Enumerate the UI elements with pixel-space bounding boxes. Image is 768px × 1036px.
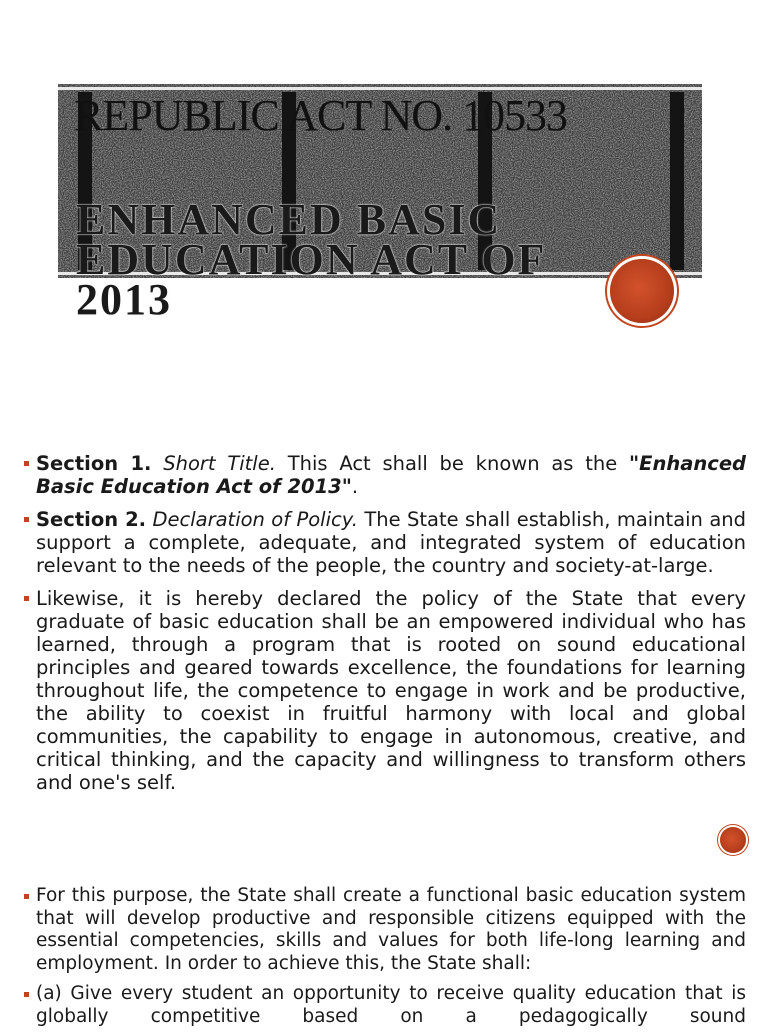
act-number-heading: REPUBLIC ACT NO. 10533 [74, 91, 568, 140]
list-item [24, 452, 746, 498]
section-label: Section 1. [36, 452, 152, 475]
policy-text: Likewise, it is hereby declared the policy of the State that every graduate of basic education shall be an empowered individual who has learned, through a program that is rooted on sound educational principles and geared towards excellence, the foundations for learning throughout life, the competence to engage in work and be productive, the ability to coexist in fruitful harmony with local and global communities, the capability to engage in autonomous, creative, and critical thinking, and the capacity and willingness to transform others and one's self. [36, 587, 746, 794]
section-text: The State shall establish, maintain and support a complete, adequate, and integrated system of education relevant to the needs of the people, the country and society-at-large. [36, 508, 746, 577]
banner-top-rule [58, 87, 702, 90]
section-text: This Act shall be known as the [287, 452, 629, 475]
section-heading: Short Title. [163, 452, 276, 475]
section-text-end: . [351, 475, 359, 498]
list-item [24, 587, 746, 794]
vertical-bar [670, 92, 684, 270]
list-item [24, 983, 746, 1028]
title-slide [0, 0, 768, 400]
section-label: Section 2. [36, 508, 147, 531]
decorative-circle [610, 259, 674, 323]
sections-list [24, 452, 746, 804]
act-title-heading: ENHANCED BASIC EDUCATION ACT OF 2013 [76, 195, 545, 324]
purpose-list [24, 885, 746, 1036]
list-item [24, 508, 746, 577]
purpose-item-a: (a) Give every student an opportunity to receive quality education that is globally competitive based on a pedagogically sound [36, 983, 746, 1027]
decorative-circle [720, 827, 746, 853]
list-item [24, 885, 746, 975]
act-name: "Enhanced Basic Education Act of 2013" [36, 452, 747, 498]
purpose-paragraph: For this purpose, the State shall create a functional basic education system that will develop productive and responsible citizens equipped with the essential competencies, skills and values for both life-long learning and employment. In order to achieve this, the State shall: [36, 885, 746, 974]
purpose-slide [0, 860, 768, 1027]
sections-slide [0, 400, 768, 860]
section-heading: Declaration of Policy. [152, 508, 358, 531]
title-banner [58, 84, 702, 324]
